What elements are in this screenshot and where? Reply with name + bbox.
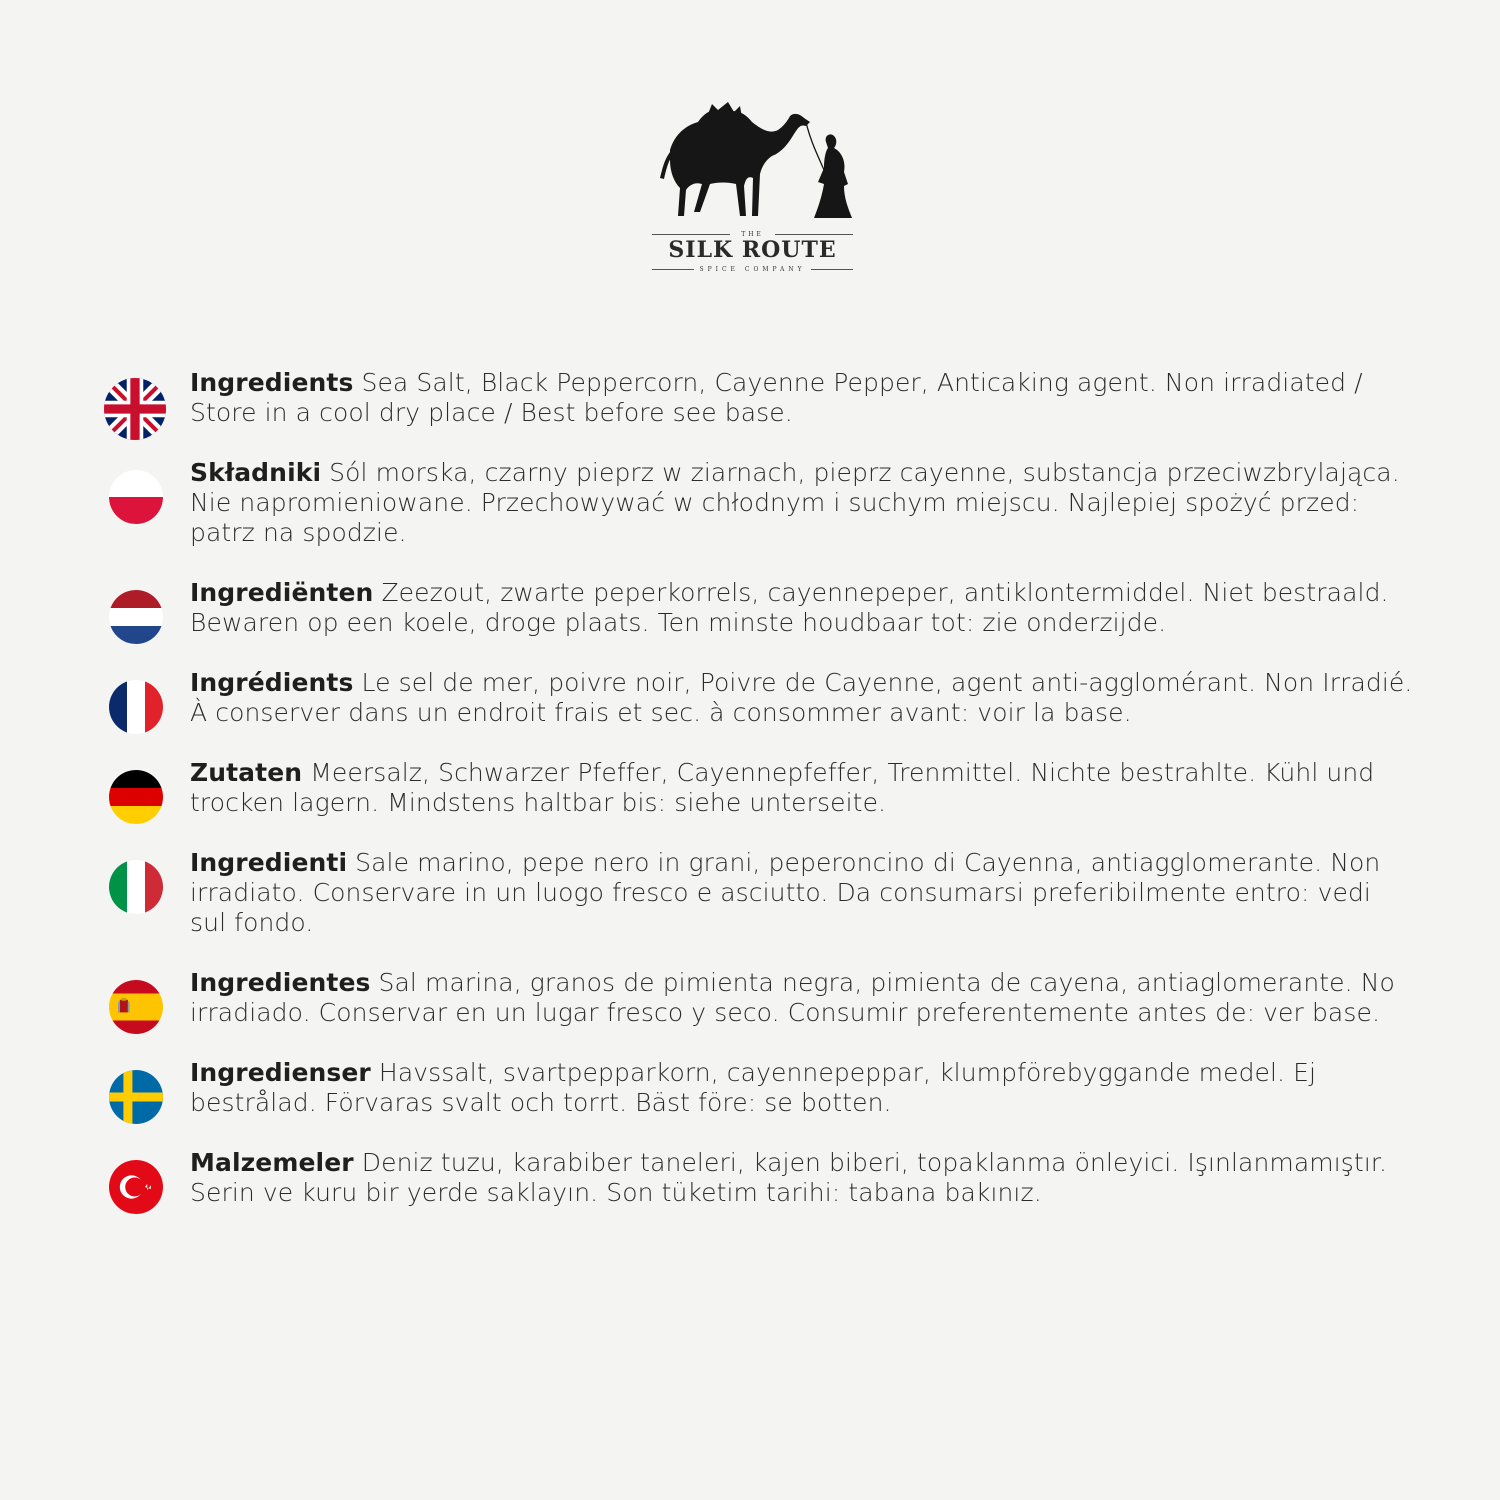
entry-body: Deniz tuzu, karabiber taneleri, kajen biberi, topaklanma önleyici. Işınlanmamıştır. Serin ve kuru bir yerde saklayın. Son tüketim tarihi: tabana bakınız. <box>190 1148 1387 1207</box>
entry-label: Ingrédients <box>190 668 354 697</box>
entry-body: Meersalz, Schwarzer Pfeffer, Cayennepfeffer, Trenmittel. Nichte bestrahlte. Kühl und trocken lagern. Mindstens haltbar bis: siehe unterseite. <box>190 758 1375 817</box>
entry-body: Zeezout, zwarte peperkorrels, cayennepeper, antiklontermiddel. Niet bestraald. Bewaren op een koele, droge plaats. Ten minste houdbaar tot: zie onderzijde. <box>190 578 1389 637</box>
camel-and-traveler-icon <box>648 100 858 222</box>
entry-text <box>190 578 1414 638</box>
entry-label: Zutaten <box>190 758 303 787</box>
list-item <box>104 848 1414 938</box>
entry-body: Le sel de mer, poivre noir, Poivre de Cayenne, agent anti-agglomérant. Non Irradié. À conserver dans un endroit frais et sec. à consommer avant: voir la base. <box>190 668 1413 727</box>
brand-the: THE <box>741 231 764 238</box>
brand-name: SILK ROUTE <box>668 237 837 263</box>
entry-text <box>190 368 1414 428</box>
spain-flag-icon <box>109 980 163 1034</box>
entry-body: Sal marina, granos de pimienta negra, pimienta de cayena, antiaglomerante. No irradiado. Conservar en un lugar fresco y seco. Consumir preferentemente antes de: ver base. <box>190 968 1395 1027</box>
germany-flag-icon <box>109 770 163 824</box>
france-flag-icon <box>109 680 163 734</box>
brand-logo <box>640 100 865 280</box>
brand-subtitle: SPICE COMPANY <box>699 266 806 273</box>
entry-text <box>190 968 1414 1028</box>
uk-flag-icon <box>104 378 166 440</box>
entry-body: Sale marino, pepe nero in grani, peperoncino di Cayenna, antiagglomerante. Non irradiato. Conservare in un luogo fresco e asciutto. Da consumarsi preferibilmente entro: vedi sul fondo. <box>190 848 1381 937</box>
list-item <box>104 368 1414 428</box>
list-item <box>104 758 1414 818</box>
entry-text <box>190 668 1414 728</box>
entry-label: Malzemeler <box>190 1148 354 1177</box>
entry-body: Sól morska, czarny pieprz w ziarnach, pieprz cayenne, substancja przeciwzbrylająca. Nie napromieniowane. Przechowywać w chłodnym i suchym miejscu. Najlepiej spożyć przed: patrz na spodzie. <box>190 458 1400 547</box>
turkey-flag-icon <box>109 1160 163 1214</box>
poland-flag-icon <box>109 470 163 524</box>
entry-text <box>190 458 1414 548</box>
italy-flag-icon <box>109 860 163 914</box>
list-item <box>104 668 1414 728</box>
entry-label: Ingredients <box>190 368 354 397</box>
entry-label: Ingredientes <box>190 968 371 997</box>
list-item <box>104 1058 1414 1118</box>
list-item <box>104 1148 1414 1208</box>
entry-label: Składniki <box>190 458 322 487</box>
entry-text <box>190 1058 1414 1118</box>
entry-body: Havssalt, svartpepparkorn, cayennepeppar, klumpförebyggande medel. Ej bestrålad. Förvaras svalt och torrt. Bäst före: se botten. <box>190 1058 1317 1117</box>
entry-label: Ingredienser <box>190 1058 371 1087</box>
entry-text <box>190 848 1414 938</box>
entry-body: Sea Salt, Black Peppercorn, Cayenne Pepper, Anticaking agent. Non irradiated / Store in a cool dry place / Best before see base. <box>190 368 1363 427</box>
ingredient-list <box>104 368 1414 1238</box>
netherlands-flag-icon <box>109 590 163 644</box>
list-item <box>104 968 1414 1028</box>
list-item <box>104 578 1414 638</box>
entry-label: Ingrediënten <box>190 578 374 607</box>
sweden-flag-icon <box>109 1070 163 1124</box>
entry-text <box>190 758 1414 818</box>
entry-text <box>190 1148 1414 1208</box>
list-item <box>104 458 1414 548</box>
entry-label: Ingredienti <box>190 848 348 877</box>
